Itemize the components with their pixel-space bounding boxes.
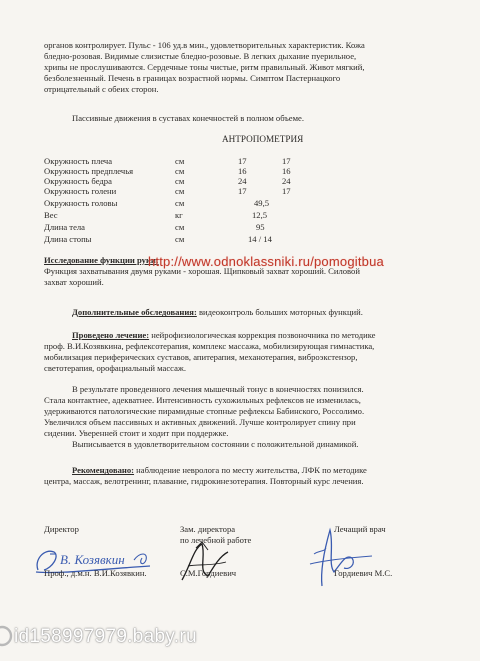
table-row: [44, 186, 344, 196]
hand-function-title: Исследование функции руки:: [44, 255, 159, 265]
director-name: Проф., д.м.н. В.И.Козявкин.: [44, 568, 147, 578]
measure-value-1: 24: [238, 176, 247, 186]
intro-line-2: бледно-розовая. Видимые слизистые бледно-розовые. В легких дыхание пуерильное,: [44, 51, 357, 61]
treatment-line-3: мобилизация периферических суставов, апитерапия, механотерапия, виброэкстензор,: [44, 352, 358, 362]
discharge-text: Выписывается в удовлетворительном состоянии с положительной динамикой.: [72, 439, 359, 449]
recommendation-line-2: центра, массаж, велотренинг, плавание, гидрокинезотерапия. Повторный курс лечения.: [44, 476, 364, 486]
measure-unit: см: [175, 176, 185, 186]
treatment-text: нейрофизиологическая коррекция позвоночника по методике: [149, 330, 376, 340]
table-row: [44, 210, 344, 220]
treatment-line-4: светотерапия, орофациальный массаж.: [44, 363, 186, 373]
measure-value-2: 16: [282, 166, 291, 176]
measure-value-1: 17: [238, 186, 247, 196]
hand-function-line-2: захват хороший.: [44, 277, 104, 287]
measure-unit: см: [175, 198, 185, 208]
intro-line-1: органов контролирует. Пульс - 106 уд.в мин., удовлетворительных характеристик. Кожа: [44, 40, 365, 50]
table-row: [44, 234, 344, 244]
measure-value-1: 14 / 14: [248, 234, 272, 244]
recommendation-label: Рекомендовано:: [72, 465, 135, 475]
table-row: [44, 166, 344, 176]
result-line-2: Стала контактнее, адекватнее. Интенсивность сухожильных рефлексов не изменилась,: [44, 395, 361, 405]
measure-name: Длина стопы: [44, 234, 92, 244]
measure-value-1: 49,5: [254, 198, 270, 208]
doctor-title: Лечащий врач: [334, 524, 386, 534]
measure-unit: см: [175, 234, 185, 244]
baby-logo-icon: [0, 622, 14, 652]
footer-brand-watermark: id158997979.baby.ru: [14, 626, 197, 647]
intro-line-4: безболезненный. Печень в границах возрастной нормы. Симптом Пастернацкого: [44, 73, 341, 83]
deputy-title-1: Зам. директора: [180, 524, 236, 534]
deputy-signature: [168, 536, 238, 586]
passive-movements-text: Пассивные движения в суставах конечностей в полном объеме.: [72, 113, 305, 123]
table-row: [44, 156, 344, 166]
doctor-name: Гордиевич М.С.: [334, 568, 393, 578]
anthropometry-heading: АНТРОПОМЕТРИЯ: [222, 134, 304, 144]
deputy-name: С.М.Гордиевич: [180, 568, 237, 578]
recommendation-text: наблюдение невролога по месту жительства, ЛФК по методике: [134, 465, 367, 475]
treatment-line-2: проф. В.И.Козявкина, рефлексотерапия, комплекс массажа, мобилизирующая гимнастика,: [44, 341, 375, 351]
measure-value-1: 17: [238, 156, 247, 166]
measure-value-1: 16: [238, 166, 247, 176]
measure-value-2: 17: [282, 186, 291, 196]
extra-exam-text: видеоконтроль больших моторных функций.: [196, 307, 363, 317]
measure-value-2: 17: [282, 156, 291, 166]
measure-unit: см: [175, 166, 185, 176]
result-line-3: удерживаются патологические пирамидные стопные рефлексы Бабинского, Россолимо.: [44, 406, 365, 416]
director-title: Директор: [44, 524, 79, 534]
table-row: [44, 222, 344, 232]
result-line-5: сидении. Уверенней стоит и ходит при поддержке.: [44, 428, 229, 438]
doctor-signature: [300, 524, 380, 594]
recommendation-first-line: [72, 465, 367, 475]
measure-name: Окружность головы: [44, 198, 118, 208]
measure-value-2: 24: [282, 176, 291, 186]
table-row: [44, 198, 344, 208]
treatment-label: Проведено лечение:: [72, 330, 150, 340]
hand-function-line-1: Функция захватывания двумя руками - хорошая. Щипковый захват хороший. Силовой: [44, 266, 360, 276]
intro-line-5: отрицательный с обеих сторон.: [44, 84, 159, 94]
measure-name: Окружность предплечья: [44, 166, 134, 176]
measure-name: Окружность бедра: [44, 176, 112, 186]
measure-unit: см: [175, 222, 185, 232]
extra-exam-label: Дополнительные обследования:: [72, 307, 197, 317]
measure-name: Окружность плеча: [44, 156, 113, 166]
measure-name: Окружность голени: [44, 186, 117, 196]
table-row: [44, 176, 344, 186]
measure-unit: см: [175, 156, 185, 166]
deputy-title-2: по лечебной работе: [180, 535, 252, 545]
extra-exam: [72, 307, 363, 317]
director-signature-text: В. Козявкин: [60, 552, 125, 567]
result-line-4: Увеличился объем пассивных и активных движений. Лучше контролирует спину при: [44, 417, 356, 427]
measure-value-1: 12,5: [252, 210, 268, 220]
measure-name: Вес: [44, 210, 58, 220]
measure-value-1: 95: [256, 222, 265, 232]
result-line-1: В результате проведенного лечения мышечный тонус в конечностях понизился.: [72, 384, 364, 394]
measure-name: Длина тела: [44, 222, 85, 232]
measure-unit: см: [175, 186, 185, 196]
measure-unit: кг: [175, 210, 183, 220]
watermark-url: http://www.odnoklassniki.ru/pomogitbua: [148, 254, 384, 269]
intro-line-3: хрипы не прослушиваются. Сердечные тоны чистые, ритм правильный. Живот мягкий,: [44, 62, 365, 72]
treatment-first-line: [72, 330, 375, 340]
